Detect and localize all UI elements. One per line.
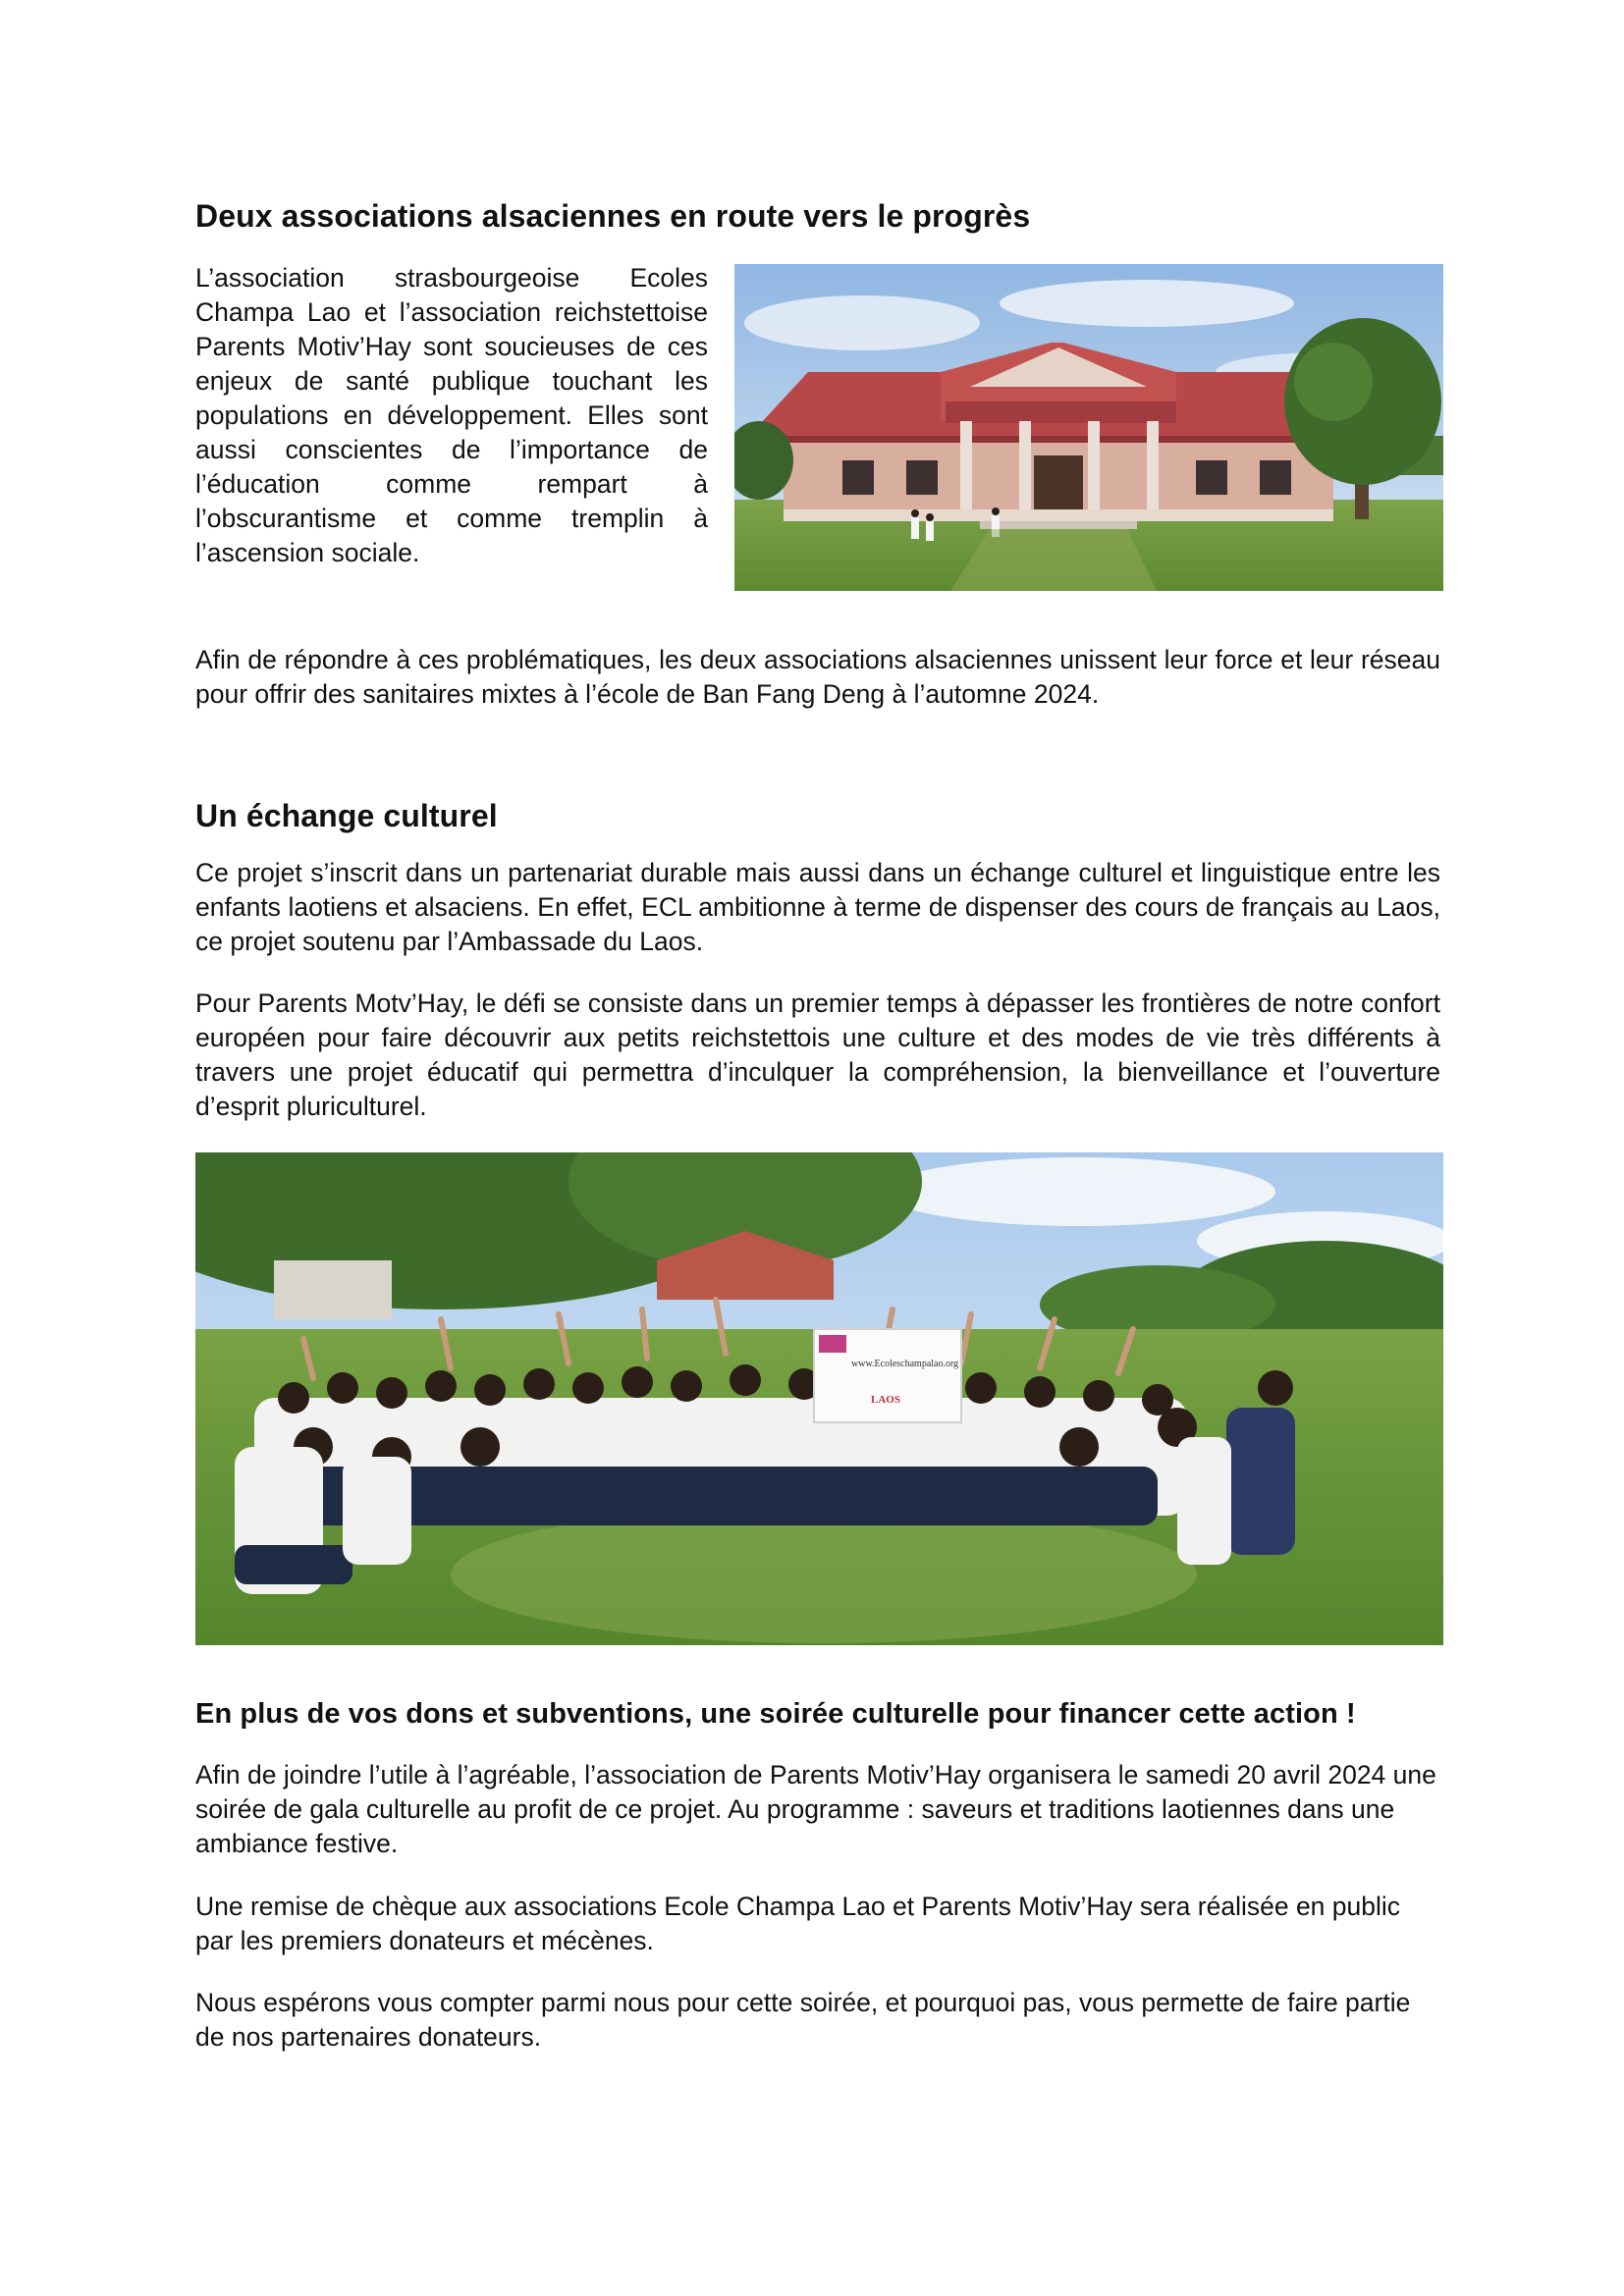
paragraph-sanitaires: Afin de répondre à ces problématiques, les deux associations alsaciennes unissent leur force et leur réseau pour offrir des sanitaires mixtes à l’école de Ban Fang Deng à l’automne 2024. [195,645,1440,709]
paragraph-partenariat: Ce projet s’inscrit dans un partenariat durable mais aussi dans un échange culturel et linguistique entre les enfants laotiens et alsaciens. En effet, ECL ambitionne à terme de dispenser des cours de français au Laos, ce projet soutenu par l’Ambassade du Laos. [195,858,1440,956]
banner [814,1329,961,1422]
banner-url: www.Ecoleschampalao.org [851,1359,959,1369]
paragraph-gala: Afin de joindre l’utile à l’agréable, l’association de Parents Motiv’Hay organisera le samedi 20 avril 2024 une soirée de gala culturelle au profit de ce projet. Au programme : saveurs et traditions laotiennes dans une ambiance festive. [195,1760,1436,1858]
paragraph-cheque: Une remise de chèque aux associations Ecole Champa Lao et Parents Motiv’Hay sera réalisée en public par les premiers donateurs et mécènes. [195,1892,1401,1955]
section-title-exchange: Un échange culturel [195,798,498,833]
paragraph-associations: L’association strasbourgeoise Ecoles Champa Lao et l’association reichstettoise Parents Motiv’Hay sont soucieuses de ces enjeux de santé publique touchant les populations en développement. Elles sont aussi conscientes de l’importance de l’éducation comme rempart à l’obscurantisme et comme tremplin à l’ascension sociale. [195,263,708,567]
children-group-photo [195,1152,1443,1645]
paragraph-defi: Pour Parents Motv’Hay, le défi se consiste dans un premier temps à dépasser les frontières de notre confort européen pour faire découvrir aux petits reichstettois une culture et des modes de vie très différents à travers une projet éducatif qui permettra d’inculquer la compréhension, la bienveillance et l’ouverture d’esprit pluriculturel. [195,988,1440,1121]
section-title-progress: Deux associations alsaciennes en route vers le progrès [195,198,1031,234]
school-building-photo [734,264,1443,591]
section-title-soiree: En plus de vos dons et subventions, une soirée culturelle pour financer cette action ! [195,1698,1356,1730]
paragraph-invitation: Nous espérons vous compter parmi nous pour cette soirée, et pourquoi pas, vous permette de faire partie de nos partenaires donateurs. [195,1988,1411,2052]
banner-country: LAOS [871,1394,900,1406]
